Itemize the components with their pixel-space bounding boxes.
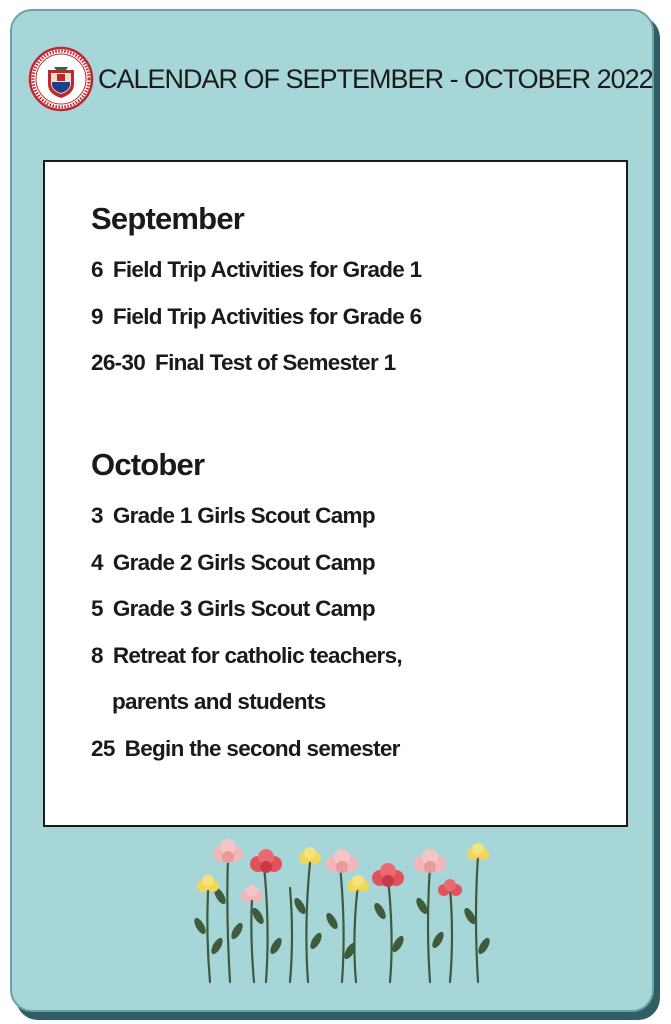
- event-date: 8: [91, 642, 103, 668]
- month-heading-september: September: [91, 201, 245, 236]
- month-heading-october: October: [91, 447, 205, 482]
- event-item: [91, 586, 402, 633]
- event-item: [91, 493, 402, 540]
- page-title: CALENDAR OF SEPTEMBER - OCTOBER 2022: [98, 63, 653, 94]
- event-date: 4: [91, 549, 103, 575]
- event-text: Field Trip Activities for Grade 1: [112, 257, 422, 282]
- flowers-illustration: [190, 836, 490, 984]
- event-item: [91, 247, 421, 294]
- event-item: [91, 294, 421, 341]
- event-date: 6: [91, 257, 103, 282]
- event-text: Field Trip Activities for Grade 6: [112, 303, 422, 329]
- september-section: [91, 199, 421, 387]
- event-date: 26-30: [91, 350, 146, 375]
- event-text: Retreat for catholic teachers,: [112, 642, 402, 668]
- event-date: 3: [91, 503, 103, 528]
- event-item: [91, 726, 402, 773]
- school-crest-icon: [28, 46, 94, 112]
- event-item: [91, 540, 402, 587]
- event-date: 5: [91, 596, 103, 621]
- event-text: Grade 2 Girls Scout Camp: [112, 549, 375, 575]
- event-text: Final Test of Semester 1: [155, 350, 396, 375]
- event-date: 9: [91, 303, 103, 329]
- header: [28, 44, 653, 114]
- event-text: Grade 3 Girls Scout Camp: [112, 596, 375, 621]
- event-item: [91, 340, 421, 387]
- event-text: Begin the second semester: [124, 735, 400, 761]
- event-date: 25: [91, 735, 115, 761]
- event-text: Grade 1 Girls Scout Camp: [112, 503, 375, 528]
- event-item: [91, 633, 402, 680]
- october-section: [91, 445, 402, 772]
- calendar-panel: [43, 160, 628, 827]
- event-continuation: parents and students: [112, 689, 326, 714]
